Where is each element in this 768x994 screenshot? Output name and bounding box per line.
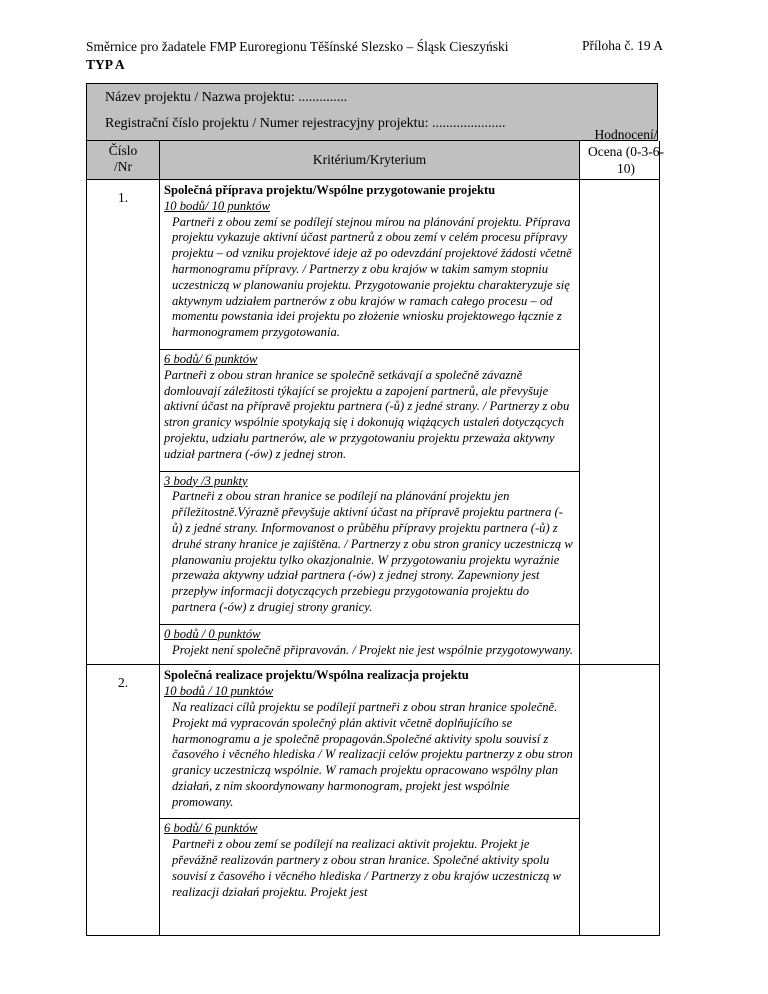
- number-header-label: Číslo /Nr: [108, 143, 138, 174]
- rating-header-label: Hodnocení/ Ocena (0-3-6-10): [587, 127, 665, 176]
- criterion-title: Společná realizace projektu/Wspólna realizacja projektu: [164, 668, 469, 683]
- rating-header-cell: [580, 141, 660, 180]
- criterion-content: [160, 180, 580, 665]
- level-description: Partneři z obou zemí se podílejí stejnou mírou na plánování projektu. Příprava projektu vykazuje aktivní účast partnerů z obou zemí v celém procesu přípravy projektu – od vzniku projektové ideje až po odevzdání projektové žádosti včetně harmonogramu přípravy. / Partnerzy z obu krajów w takim samym stopniu uczestniczą w planowaniu projektu. Przygotowanie projektu charakteryzuje się aktywnym udziałem partnerów z obu krajów w ramach całego procesu – od momentu powstania idei projektu po złożenie wniosku projektowego łącznie z harmonogramem przygotowania.: [172, 214, 572, 340]
- points-label: 3 body /3 punkty: [160, 471, 579, 490]
- attachment-number: Příloha č. 19 A: [582, 38, 663, 53]
- registration-number-line: Registrační číslo projektu / Numer rejestracyjny projektu: .....................: [105, 116, 506, 131]
- criterion-content: [160, 665, 580, 936]
- project-name-line: Název projektu / Nazwa projektu: ..............: [105, 90, 348, 105]
- level-description: Partneři z obou stran hranice se společně setkávají a společně závazně domlouvají záležitosti týkající se projektu a zapojení partnerů, ale převyšuje aktivní účast na přípravě projektu partnera (-ů) z jedné strany. / Partnerzy z obu stron granicy wspólnie spotykają się i dokonują wiążących ustaleń dotyczących projektu, udziału partnerów, ale w przygotowaniu projektu przeważa aktywny udział partnera (-ów) z jednej stron.: [164, 367, 570, 461]
- criterion-header-label: Kritérium/Kryterium: [312, 152, 427, 167]
- criteria-table: [86, 140, 660, 936]
- rating-cell[interactable]: [580, 180, 660, 665]
- table-row: [87, 180, 660, 665]
- level-description: Projekt není společně připravován. / Projekt nie jest wspólnie przygotowywany.: [172, 642, 573, 657]
- level-description: Partneři z obou zemí se podílejí na realizaci aktivit projektu. Projekt je převážně realizován partnery z obou stran hranice. Společné aktivity spolu souvisí z časového i věcného hlediska / Partnerzy z obu krajów uczestniczą w realizacji działań projektu. Projekt jest: [172, 837, 561, 899]
- criterion-number: 2.: [87, 665, 160, 936]
- table-header-row: [87, 141, 660, 180]
- points-label: 10 bodů / 10 punktów: [164, 684, 274, 699]
- criterion-number: 1.: [87, 180, 160, 665]
- points-label: 0 bodů / 0 punktów: [160, 624, 579, 643]
- criterion-title: Společná příprava projektu/Wspólne przygotowanie projektu: [164, 183, 496, 197]
- table-row: [87, 665, 660, 936]
- level-description: Partneři z obou stran hranice se podílejí na plánování projektu jen příležitostně.Výrazně převyšuje aktivní účast na přípravě projektu partnera (-ů) z jedné strany. Informovanost o průběhu přípravy projektu partnera (-ů) z druhé strany hranice je zajištěna. / Partnerzy z obu stron granicy uczestniczą w planowaniu projektu tylko okazjonalnie. W przygotowaniu projektu wyraźnie przeważa aktywny udział partnera (-ów) z jednej strony. Zapewniony jest przepływ informacji dotyczących przebiegu przygotowania projektu do partnera (-ów) z drugiej strony granicy.: [172, 489, 573, 614]
- rating-cell[interactable]: [580, 665, 660, 936]
- document-header-title: Směrnice pro žadatele FMP Euroregionu Těšínské Slezsko – Śląsk Cieszyński: [86, 39, 509, 54]
- points-label: 6 bodů/ 6 punktów: [160, 349, 579, 368]
- points-label: 6 bodů/ 6 punktów: [160, 818, 579, 837]
- document-type: TYP A: [86, 57, 125, 72]
- project-info-box: [86, 83, 658, 141]
- number-header: [87, 141, 160, 180]
- points-label: 10 bodů/ 10 punktów: [164, 198, 270, 213]
- criterion-header: [160, 141, 580, 180]
- level-description: Na realizaci cílů projektu se podílejí partneři z obou stran hranice společně. Projekt má vypracován společný plán aktivit včetně doplňujícího se harmonogramu a je společně propagován.Společné aktivity spolu souvisí z časového i věcného hlediska / W realizacji celów projektu partnerzy z obu stron granicy uczestniczą wspólnie. W ramach projektu opracowano wspólny plan działań, z nim skoordynowany harmonogram, projekt jest wspólnie promowany.: [172, 699, 573, 809]
